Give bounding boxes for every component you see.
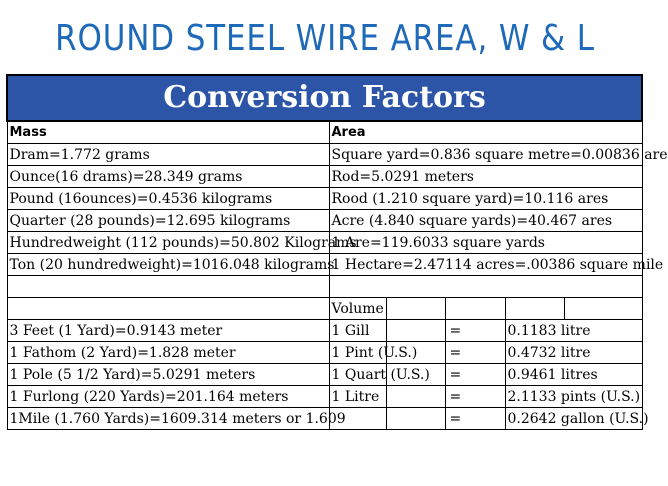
page-title: ROUND STEEL WIRE AREA, W & L <box>55 18 595 59</box>
area-cell: Acre (4.840 square yards)=40.467 ares <box>329 210 642 232</box>
area-cell: Square yard=0.836 square metre=0.00836 are <box>329 144 642 166</box>
mass-header: Mass <box>7 121 329 144</box>
equals-cell: = <box>445 320 505 342</box>
volume-unit-cell: 1 Litre <box>329 386 386 408</box>
mass-cell: Quarter (28 pounds)=12.695 kilograms <box>7 210 329 232</box>
volume-value-cell: 0.9461 litres <box>505 364 642 386</box>
empty-cell <box>329 276 642 298</box>
table-row <box>7 210 642 232</box>
area-cell: 1 Are=119.6033 square yards <box>329 232 642 254</box>
volume-unit-cell: 1 Pint (U.S.) <box>329 342 386 364</box>
volume-value-cell: 2.1133 pints (U.S.) <box>505 386 642 408</box>
mass-cell: Ton (20 hundredweight)=1016.048 kilograms <box>7 254 329 276</box>
volume-unit-cell: 1 Quart (U.S.) <box>329 364 386 386</box>
mass-cell: Hundredweight (112 pounds)=50.802 Kilograms <box>7 232 329 254</box>
area-cell: Rod=5.0291 meters <box>329 166 642 188</box>
length-cell: 3 Feet (1 Yard)=0.9143 meter <box>7 320 329 342</box>
header-row <box>7 121 642 144</box>
area-cell: 1 Hectare=2.47114 acres=.00386 square mile <box>329 254 642 276</box>
table-row <box>7 320 642 342</box>
length-cell: 1 Furlong (220 Yards)=201.164 meters <box>7 386 329 408</box>
volume-unit-cell: 1 Gill <box>329 320 386 342</box>
table-row <box>7 144 642 166</box>
empty-cell <box>505 298 564 320</box>
equals-cell: = <box>445 408 505 430</box>
mass-cell: Dram=1.772 grams <box>7 144 329 166</box>
empty-cell <box>386 298 445 320</box>
volume-value-cell: 0.2642 gallon (U.S.) <box>505 408 642 430</box>
empty-cell <box>386 320 445 342</box>
empty-cell <box>7 276 329 298</box>
equals-cell: = <box>445 386 505 408</box>
table-row <box>7 166 642 188</box>
blank-row <box>7 276 642 298</box>
area-cell: Rood (1.210 square yard)=10.116 ares <box>329 188 642 210</box>
table-row <box>7 386 642 408</box>
empty-cell <box>386 408 445 430</box>
equals-cell: = <box>445 342 505 364</box>
volume-value-cell: 0.1183 litre <box>505 320 642 342</box>
empty-cell <box>386 386 445 408</box>
length-cell: 1 Fathom (2 Yard)=1.828 meter <box>7 342 329 364</box>
table-row <box>7 254 642 276</box>
empty-cell <box>7 298 329 320</box>
length-cell: 1Mile (1.760 Yards)=1609.314 meters or 1.609 <box>7 408 329 430</box>
table-row <box>7 232 642 254</box>
conversion-table <box>6 74 668 430</box>
length-cell: 1 Pole (5 1/2 Yard)=5.0291 meters <box>7 364 329 386</box>
table-row <box>7 364 642 386</box>
mass-cell: Pound (16ounces)=0.4536 kilograms <box>7 188 329 210</box>
banner-row <box>7 75 642 121</box>
table-row <box>7 342 642 364</box>
area-header: Area <box>329 121 642 144</box>
empty-cell <box>564 298 642 320</box>
banner-title: Conversion Factors <box>7 75 642 121</box>
volume-header: Volume <box>329 298 386 320</box>
equals-cell: = <box>445 364 505 386</box>
volume-value-cell: 0.4732 litre <box>505 342 642 364</box>
empty-cell <box>445 298 505 320</box>
mass-cell: Ounce(16 drams)=28.349 grams <box>7 166 329 188</box>
table-row <box>7 408 642 430</box>
table-row <box>7 188 642 210</box>
volume-header-row <box>7 298 642 320</box>
